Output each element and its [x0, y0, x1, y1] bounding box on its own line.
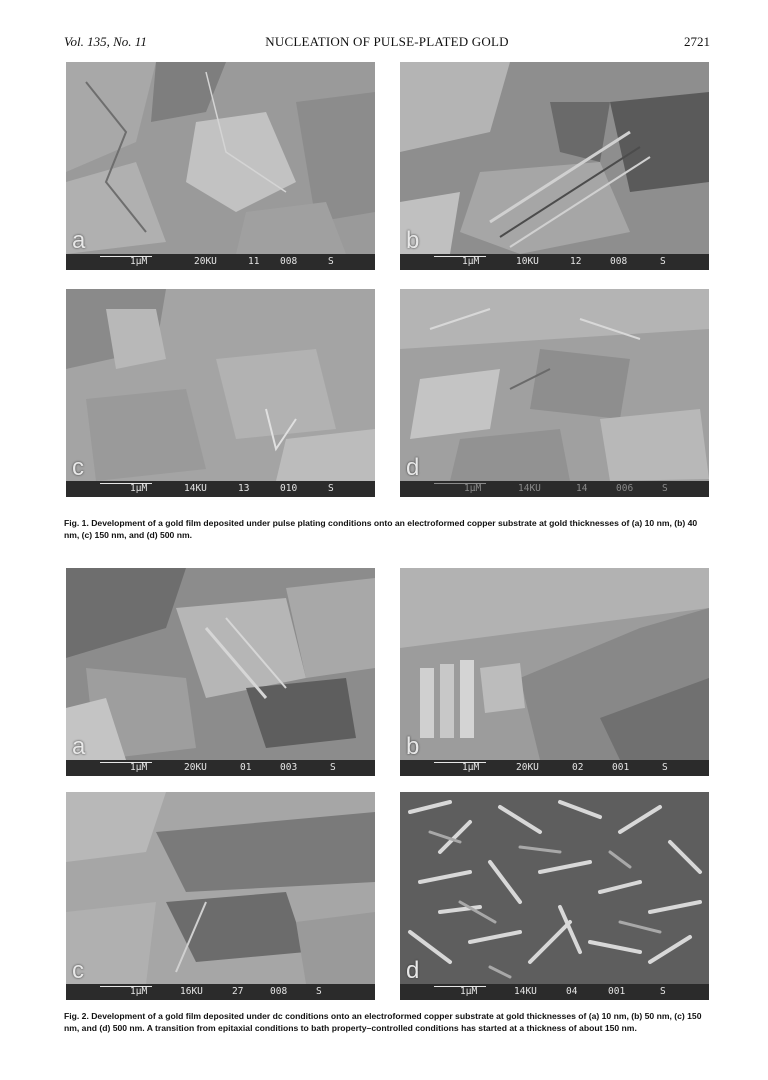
sem-databar: [400, 254, 709, 270]
scale-label: 1μM: [130, 483, 148, 494]
film-number: 001: [608, 986, 626, 997]
s-label: S: [660, 986, 666, 997]
panel-letter: c: [72, 957, 84, 984]
image-number: 04: [566, 986, 578, 997]
fig1b-micrograph: [400, 62, 709, 270]
image-number: 12: [570, 256, 582, 267]
s-label: S: [316, 986, 322, 997]
fig1-panel-d: [400, 289, 709, 497]
voltage-label: 14KU: [184, 483, 207, 494]
fig2-panel-d: [400, 792, 709, 1000]
s-label: S: [328, 483, 334, 494]
s-label: S: [662, 762, 668, 773]
scale-label: 1μM: [130, 986, 148, 997]
sem-databar: [400, 481, 709, 497]
fig1-panel-b: [400, 62, 709, 270]
voltage-label: 20KU: [516, 762, 539, 773]
panel-letter: d: [406, 957, 420, 984]
film-number: 010: [280, 483, 298, 494]
voltage-label: 20KU: [194, 256, 217, 267]
s-label: S: [662, 483, 668, 494]
fig2-panel-c: [66, 792, 375, 1000]
figure-1-caption: Fig. 1. Development of a gold film deposited under pulse plating conditions onto an electroformed copper substrate at gold thicknesses of (a) 10 nm, (b) 40 nm, (c) 150 nm, and (d) 500 nm.: [64, 518, 698, 540]
film-number: 008: [270, 986, 288, 997]
panel-letter: b: [406, 733, 420, 760]
fig2d-micrograph: [400, 792, 709, 1000]
scale-label: 1μM: [464, 483, 482, 494]
fig2-panel-a: [66, 568, 375, 776]
panel-letter: a: [72, 227, 86, 254]
voltage-label: 14KU: [518, 483, 541, 494]
fig2-panel-b: [400, 568, 709, 776]
panel-letter: a: [72, 733, 86, 760]
scale-label: 1μM: [460, 986, 478, 997]
voltage-label: 10KU: [516, 256, 539, 267]
fig2b-micrograph: [400, 568, 709, 776]
sem-databar: [400, 760, 709, 776]
scale-label: 1μM: [462, 256, 480, 267]
image-number: 27: [232, 986, 244, 997]
image-number: 13: [238, 483, 250, 494]
voltage-label: 14KU: [514, 986, 537, 997]
image-number: 14: [576, 483, 588, 494]
s-label: S: [660, 256, 666, 267]
s-label: S: [330, 762, 336, 773]
scale-label: 1μM: [130, 256, 148, 267]
page-number: 2721: [684, 34, 710, 49]
scale-label: 1μM: [130, 762, 148, 773]
sem-databar: [66, 481, 375, 497]
figure-2-caption: Fig. 2. Development of a gold film deposited under dc conditions onto an electroformed copper substrate at gold thicknesses of (a) 10 nm, (b) 50 nm, (c) 150 nm, and (d) 500 nm. A transition from epitaxial conditions to bath property–controlled conditions has started at a thickness of about 150 nm.: [64, 1011, 702, 1033]
fig1-panel-c: [66, 289, 375, 497]
panel-letter: c: [72, 454, 84, 481]
s-label: S: [328, 256, 334, 267]
sem-databar: [66, 254, 375, 270]
voltage-label: 20KU: [184, 762, 207, 773]
image-number: 02: [572, 762, 584, 773]
film-number: 003: [280, 762, 298, 773]
film-number: 008: [280, 256, 298, 267]
panel-letter: d: [406, 454, 420, 481]
fig1c-micrograph: [66, 289, 375, 497]
film-number: 008: [610, 256, 628, 267]
film-number: 006: [616, 483, 634, 494]
sem-databar: [66, 760, 375, 776]
image-number: 01: [240, 762, 252, 773]
article-title-header: NUCLEATION OF PULSE-PLATED GOLD: [265, 34, 509, 49]
volume-issue: Vol. 135, No. 11: [64, 34, 147, 49]
running-head: [64, 34, 710, 52]
image-number: 11: [248, 256, 260, 267]
sem-databar: [66, 984, 375, 1000]
scale-label: 1μM: [462, 762, 480, 773]
voltage-label: 16KU: [180, 986, 203, 997]
panel-letter: b: [406, 227, 420, 254]
fig1d-micrograph: [400, 289, 709, 497]
sem-databar: [400, 984, 709, 1000]
fig1-panel-a: [66, 62, 375, 270]
film-number: 001: [612, 762, 630, 773]
fig2c-micrograph: [66, 792, 375, 1000]
fig2a-micrograph: [66, 568, 375, 776]
fig1a-micrograph: [66, 62, 375, 270]
